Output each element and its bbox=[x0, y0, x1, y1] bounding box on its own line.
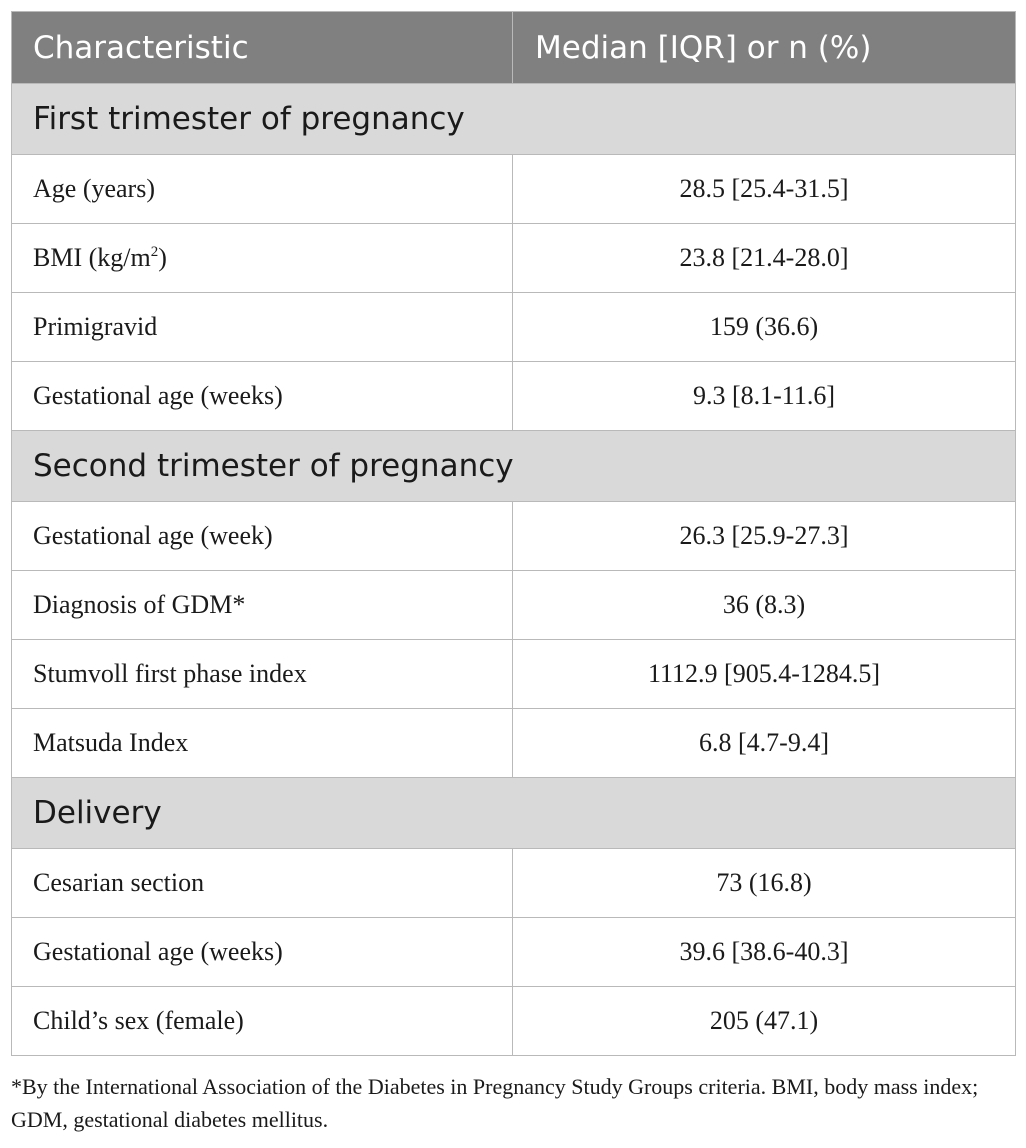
table-row bbox=[12, 362, 1016, 431]
row-label: Primigravid bbox=[12, 293, 513, 362]
table-footnote: *By the International Association of the Diabetes in Pregnancy Study Groups criteria. BMI, body mass index; GDM, gestational diabetes mellitus. bbox=[11, 1074, 979, 1132]
section-row-first-trimester bbox=[12, 84, 1016, 155]
row-value: 23.8 [21.4-28.0] bbox=[513, 224, 1016, 293]
row-value: 9.3 [8.1-11.6] bbox=[513, 362, 1016, 431]
row-label: Child’s sex (female) bbox=[12, 987, 513, 1056]
row-value: 1112.9 [905.4-1284.5] bbox=[513, 640, 1016, 709]
row-value: 159 (36.6) bbox=[513, 293, 1016, 362]
row-value: 26.3 [25.9-27.3] bbox=[513, 502, 1016, 571]
header-characteristic: Characteristic bbox=[12, 12, 513, 84]
bmi-label-superscript: 2 bbox=[150, 244, 159, 260]
section-title: First trimester of pregnancy bbox=[12, 84, 1016, 155]
section-row-delivery bbox=[12, 778, 1016, 849]
row-value: 28.5 [25.4-31.5] bbox=[513, 155, 1016, 224]
characteristics-table bbox=[11, 11, 1016, 1056]
row-label: Stumvoll first phase index bbox=[12, 640, 513, 709]
row-label: Gestational age (weeks) bbox=[12, 918, 513, 987]
header-value: Median [IQR] or n (%) bbox=[513, 12, 1016, 84]
row-value: 36 (8.3) bbox=[513, 571, 1016, 640]
bmi-label-prefix: BMI (kg/m bbox=[33, 243, 151, 272]
row-value: 73 (16.8) bbox=[513, 849, 1016, 918]
table-row bbox=[12, 987, 1016, 1056]
section-title: Second trimester of pregnancy bbox=[12, 431, 1016, 502]
row-label: Gestational age (week) bbox=[12, 502, 513, 571]
characteristics-table-container bbox=[11, 11, 1015, 1056]
table-row bbox=[12, 709, 1016, 778]
row-value: 39.6 [38.6-40.3] bbox=[513, 918, 1016, 987]
row-value: 6.8 [4.7-9.4] bbox=[513, 709, 1016, 778]
bmi-label-suffix: ) bbox=[158, 243, 167, 272]
row-label: Cesarian section bbox=[12, 849, 513, 918]
table-row bbox=[12, 293, 1016, 362]
table-row bbox=[12, 155, 1016, 224]
section-row-second-trimester bbox=[12, 431, 1016, 502]
row-label: Age (years) bbox=[12, 155, 513, 224]
row-label: Matsuda Index bbox=[12, 709, 513, 778]
row-value: 205 (47.1) bbox=[513, 987, 1016, 1056]
table-row bbox=[12, 502, 1016, 571]
row-label: Diagnosis of GDM* bbox=[12, 571, 513, 640]
section-title: Delivery bbox=[12, 778, 1016, 849]
table-row bbox=[12, 918, 1016, 987]
table-header-row bbox=[12, 12, 1016, 84]
row-label bbox=[12, 224, 513, 293]
table-row bbox=[12, 640, 1016, 709]
row-label: Gestational age (weeks) bbox=[12, 362, 513, 431]
table-row bbox=[12, 571, 1016, 640]
table-row bbox=[12, 849, 1016, 918]
table-row bbox=[12, 224, 1016, 293]
